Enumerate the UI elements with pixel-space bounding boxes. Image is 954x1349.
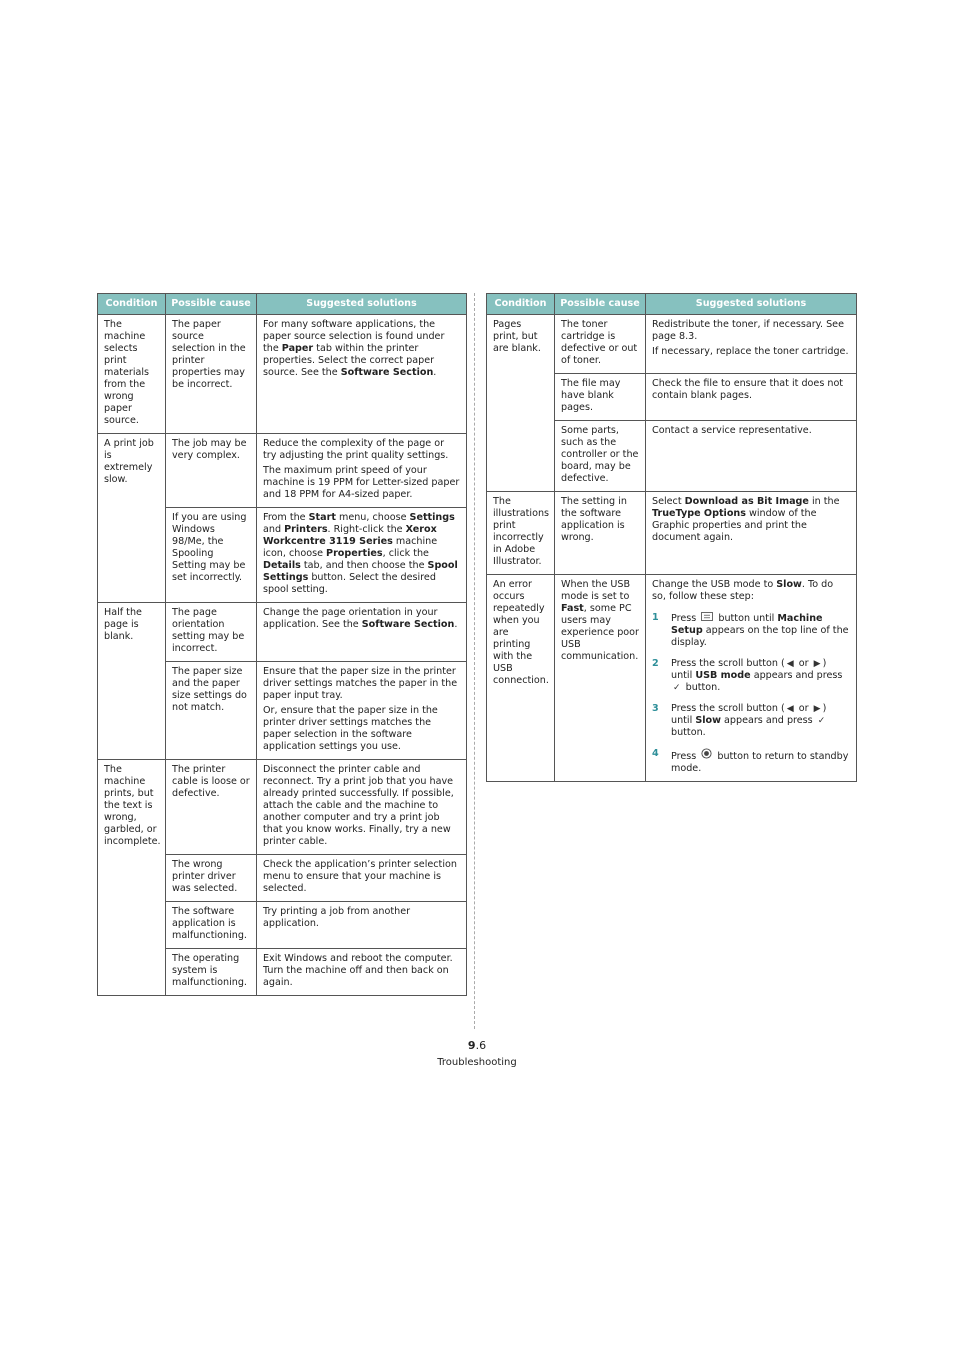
solution-cell <box>646 575 857 782</box>
table-row <box>487 315 857 374</box>
solution-cell: Ensure that the paper size in the printer driver settings matches the paper in the paper input tray. Or, ensure that the paper size in the printer driver settings matches the paper selection in the software application settings you use. <box>257 662 467 760</box>
solution-cell: Redistribute the toner, if necessary. See page 8.3. If necessary, replace the toner cartridge. <box>646 315 857 374</box>
cause-cell: The toner cartridge is defective or out of toner. <box>555 315 646 374</box>
left-troubleshooting-table <box>97 293 467 996</box>
step-3: 3 Press the scroll button ( ◀ or ▶ ) until Slow appears and press ✓ button. <box>652 703 827 738</box>
table-row <box>98 434 467 508</box>
enter-checkmark-icon: ✓ <box>817 716 826 726</box>
cause-cell: The page orientation setting may be incorrect. <box>166 603 257 662</box>
right-troubleshooting-table <box>486 293 857 782</box>
scroll-left-icon: ◀ <box>786 659 794 669</box>
solution-cell: Check the application’s printer selection menu to ensure that your machine is selected. <box>257 855 467 902</box>
condition-cell: The machine selects print materials from the wrong paper source. <box>98 315 166 434</box>
step-1: 1 Press button until Machine Setup appears on the top line of the display. <box>652 612 849 648</box>
table-row <box>487 575 857 782</box>
cause-cell: When the USB mode is set to Fast, some PC users may experience poor USB communication. <box>555 575 646 782</box>
cause-cell: The operating system is malfunctioning. <box>166 949 257 996</box>
solution-cell: Check the file to ensure that it does not contain blank pages. <box>646 374 857 421</box>
solution-cell: Exit Windows and reboot the computer. Turn the machine off and then back on again. <box>257 949 467 996</box>
solution-cell: Try printing a job from another application. <box>257 902 467 949</box>
table-row <box>487 492 857 575</box>
enter-checkmark-icon: ✓ <box>673 683 681 693</box>
cause-cell: The printer cable is loose or defective. <box>166 760 257 855</box>
cause-header: Possible cause <box>166 294 257 315</box>
solution-cell: Reduce the complexity of the page or try adjusting the print quality settings. The maximum print speed of your machine is 19 PPM for Letter-sized paper and 18 PPM for A4-sized paper. <box>257 434 467 508</box>
condition-cell: Half the page is blank. <box>98 603 166 760</box>
scroll-right-icon: ▶ <box>813 659 821 669</box>
table-row <box>98 760 467 855</box>
solution-header: Suggested solutions <box>257 294 467 315</box>
cause-cell: The paper size and the paper size settings do not match. <box>166 662 257 760</box>
cause-cell: The software application is malfunctioning. <box>166 902 257 949</box>
solution-cell: Contact a service representative. <box>646 421 857 492</box>
solution-header: Suggested solutions <box>646 294 857 315</box>
solution-cell: From the Start menu, choose Settings and Printers. Right-click the Xerox Workcentre 3119 Series machine icon, choose Properties, click the Details tab, and then choose the Spool Settings button. Select the desired spool setting. <box>257 508 467 603</box>
scroll-left-icon: ◀ <box>786 704 794 714</box>
column-divider <box>474 293 475 1029</box>
cause-header: Possible cause <box>555 294 646 315</box>
condition-cell: An error occurs repeatedly when you are printing with the USB connection. <box>487 575 555 782</box>
cause-cell: Some parts, such as the controller or the board, may be defective. <box>555 421 646 492</box>
header-row <box>487 294 857 315</box>
footer-section-title: Troubleshooting <box>437 1057 517 1068</box>
cause-cell: The wrong printer driver was selected. <box>166 855 257 902</box>
usb-intro: Change the USB mode to Slow. To do so, follow these step: <box>652 579 834 602</box>
page-number: 9.6 <box>467 1039 487 1052</box>
menu-button-icon <box>701 612 713 625</box>
condition-cell: A print job is extremely slow. <box>98 434 166 603</box>
cause-cell: The setting in the software application is wrong. <box>555 492 646 575</box>
condition-cell: The illustrations print incorrectly in Adobe Illustrator. <box>487 492 555 575</box>
cause-cell: The job may be very complex. <box>166 434 257 508</box>
cause-cell: If you are using Windows 98/Me, the Spooling Setting may be set incorrectly. <box>166 508 257 603</box>
solution-cell: For many software applications, the paper source selection is found under the Paper tab within the printer properties. Select the correct paper source. See the Software Section. <box>257 315 467 434</box>
condition-header: Condition <box>487 294 555 315</box>
condition-cell: The machine prints, but the text is wrong, garbled, or incomplete. <box>98 760 166 996</box>
solution-cell: Disconnect the printer cable and reconnect. Try a print job that you have already printed successfully. If possible, attach the cable and the machine to another computer and try a print job that you know works. Finally, try a new printer cable. <box>257 760 467 855</box>
table-row <box>98 603 467 662</box>
solution-cell: Change the page orientation in your application. See the Software Section. <box>257 603 467 662</box>
solution-cell: Select Download as Bit Image in the TrueType Options window of the Graphic properties and print the document again. <box>646 492 857 575</box>
scroll-right-icon: ▶ <box>813 704 821 714</box>
cause-cell: The file may have blank pages. <box>555 374 646 421</box>
header-row <box>98 294 467 315</box>
condition-header: Condition <box>98 294 166 315</box>
step-2: 2 Press the scroll button ( ◀ or ▶ ) until USB mode appears and press ✓ button. <box>652 658 843 693</box>
condition-cell: Pages print, but are blank. <box>487 315 555 492</box>
step-4: 4 Press button to return to standby mode. <box>652 748 849 774</box>
cause-cell: The paper source selection in the printer properties may be incorrect. <box>166 315 257 434</box>
stop-clear-icon <box>701 748 712 763</box>
table-row <box>98 315 467 434</box>
